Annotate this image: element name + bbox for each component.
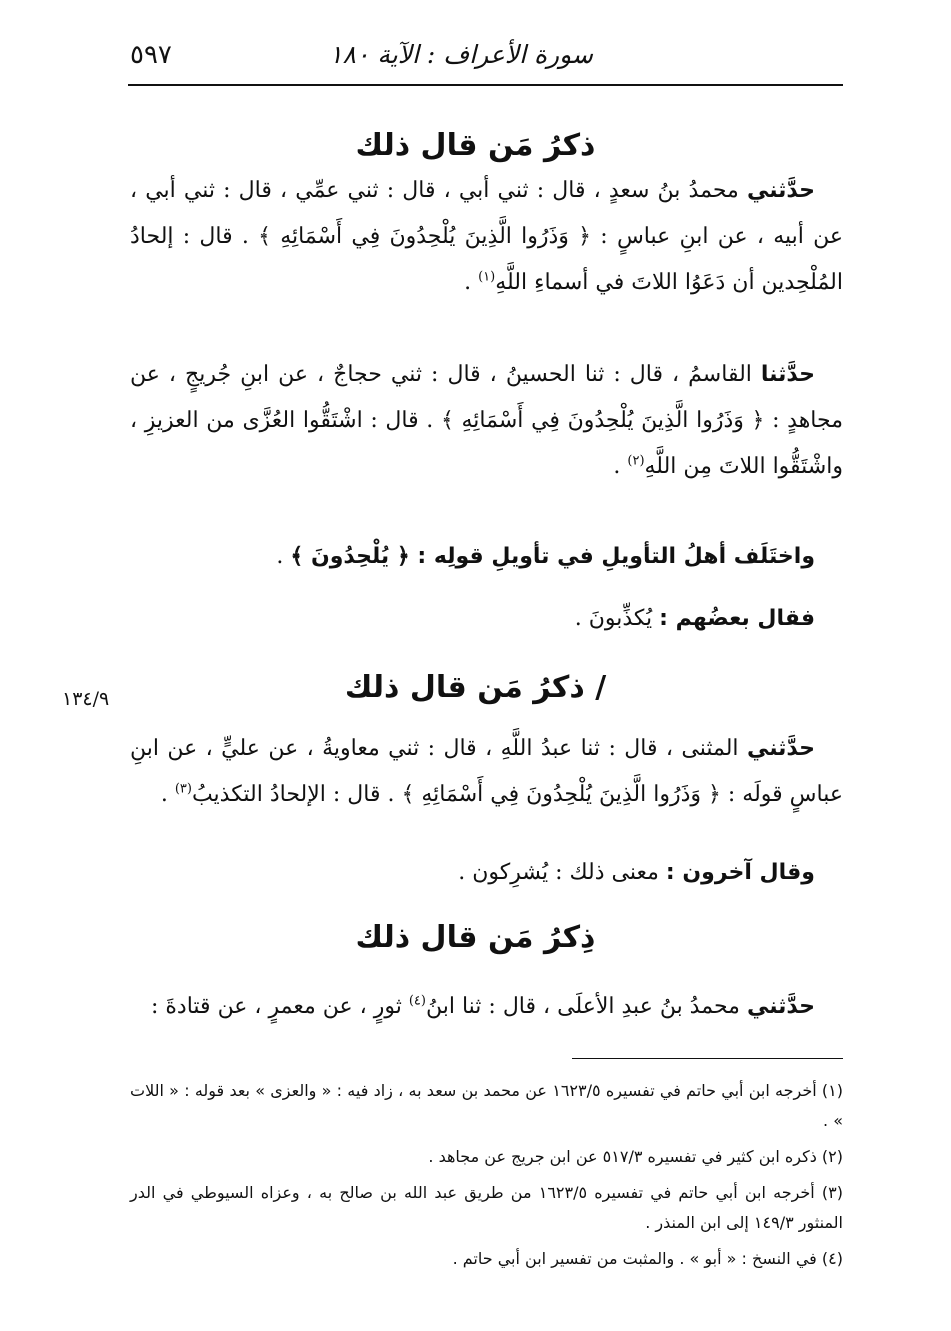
paragraph-2 xyxy=(130,352,843,490)
footnote-divider xyxy=(572,1058,843,1059)
running-header xyxy=(128,34,843,86)
paragraph-text: المثنى ، قال : ثنا عبدُ اللَّهِ ، قال : ثني معاويةُ ، عن عليٍّ ، عن ابنِ عباسٍ قولَه : ﴿ وَذَرُوا الَّذِينَ يُلْحِدُونَ فِي أَسْمَائِهِ ﴾ . قال : الإلحادُ التكذيبُ xyxy=(130,736,843,807)
paragraph-ikhtalafa xyxy=(130,534,843,580)
paragraph-lead: حدَّثنا xyxy=(760,362,815,387)
paragraph-end: . xyxy=(613,454,628,479)
footnote-1: (١) أخرجه ابن أبي حاتم في تفسيره ١٦٢٣/٥ عن محمد بن سعد به ، زاد فيه : « والعزى » بعد قوله : « اللات » . xyxy=(130,1081,844,1130)
section-heading-1: ذكرُ مَن قال ذلك xyxy=(355,128,596,163)
footnote-3: (٣) أخرجه ابن أبي حاتم في تفسيره ١٦٢٣/٥ من طريق عبد الله بن صالح به ، وعزاه السيوطي في الدر المنثور ١٤٩/٣ إلى ابن المنذر . xyxy=(130,1183,844,1232)
section-heading-2: / ذكرُ مَن قال ذلك xyxy=(344,670,607,705)
paragraph-text: يُكذِّبونَ . xyxy=(574,606,660,631)
paragraph-end: . xyxy=(276,544,291,569)
footnote-4: (٤) في النسخ : « أبو » . والمثبت من تفسير ابن أبي حاتم . xyxy=(452,1249,843,1268)
paragraph-faqal xyxy=(130,596,843,642)
footnote-ref-3[interactable]: (٣) xyxy=(174,781,192,797)
paragraph-1 xyxy=(130,168,843,306)
paragraph-text: محمدُ بنُ سعدٍ ، قال : ثني أبي ، قال : ثني عمِّي ، قال : ثني أبي ، عن أبيه ، عن ابنِ عباسٍ : ﴿ وَذَرُوا الَّذِينَ يُلْحِدُونَ فِي أَسْمَائِهِ ﴾ . قال : إلحادُ المُلْحِدين أن دَعَوُا اللاتَ في أسماءِ اللَّهِ xyxy=(130,178,843,295)
footnotes xyxy=(130,1076,843,1280)
paragraph-end: . xyxy=(464,270,479,295)
paragraph-lead: حدَّثني xyxy=(746,994,815,1019)
paragraph-lead: واختَلَف أهلُ التأويلِ في تأويلِ قولِه : ﴿ يُلْحِدُونَ ﴾ xyxy=(290,544,815,569)
paragraph-text: معنى ذلك : يُشرِكون . xyxy=(458,860,666,885)
surah-title: سورة الأعراف : الآية ١٨٠ xyxy=(329,40,593,69)
page-number: ٥٩٧ xyxy=(130,40,172,70)
paragraph-lead: وقال آخرون : xyxy=(665,860,815,885)
paragraph-text: القاسمُ ، قال : ثنا الحسينُ ، قال : ثني حجاجٌ ، عن ابنِ جُريجٍ ، عن مجاهدٍ : ﴿ وَذَرُوا الَّذِينَ يُلْحِدُونَ فِي أَسْمَائِهِ ﴾ . قال : اشْتَقُّوا العُزَّى من العزيزِ ، واشْتَقُّوا اللاتَ مِن اللَّهِ xyxy=(130,362,843,479)
footnote-ref-4[interactable]: (٤) xyxy=(408,993,426,1009)
paragraph-end: . xyxy=(160,782,175,807)
paragraph-waqal xyxy=(130,850,843,896)
paragraph-lead: حدَّثني xyxy=(746,178,815,203)
footnote-ref-1[interactable]: (١) xyxy=(478,269,496,285)
margin-reference: ١٣٤/٩ xyxy=(62,688,110,710)
paragraph-lead: فقال بعضُهم : xyxy=(659,606,815,631)
footnote-2: (٢) ذكره ابن كثير في تفسيره ٥١٧/٣ عن ابن جريج عن مجاهد . xyxy=(428,1147,843,1166)
paragraph-4 xyxy=(130,984,843,1030)
paragraph-3 xyxy=(130,726,843,818)
section-heading-3: ذِكرُ مَن قال ذلك xyxy=(355,920,596,955)
footnote-ref-2[interactable]: (٢) xyxy=(627,453,645,469)
paragraph-text: محمدُ بنُ عبدِ الأعلَى ، قال : ثنا ابنُ xyxy=(425,994,747,1019)
paragraph-lead: حدَّثني xyxy=(746,736,815,761)
paragraph-text: ثورٍ ، عن معمرٍ ، عن قتادةَ : xyxy=(150,994,409,1019)
